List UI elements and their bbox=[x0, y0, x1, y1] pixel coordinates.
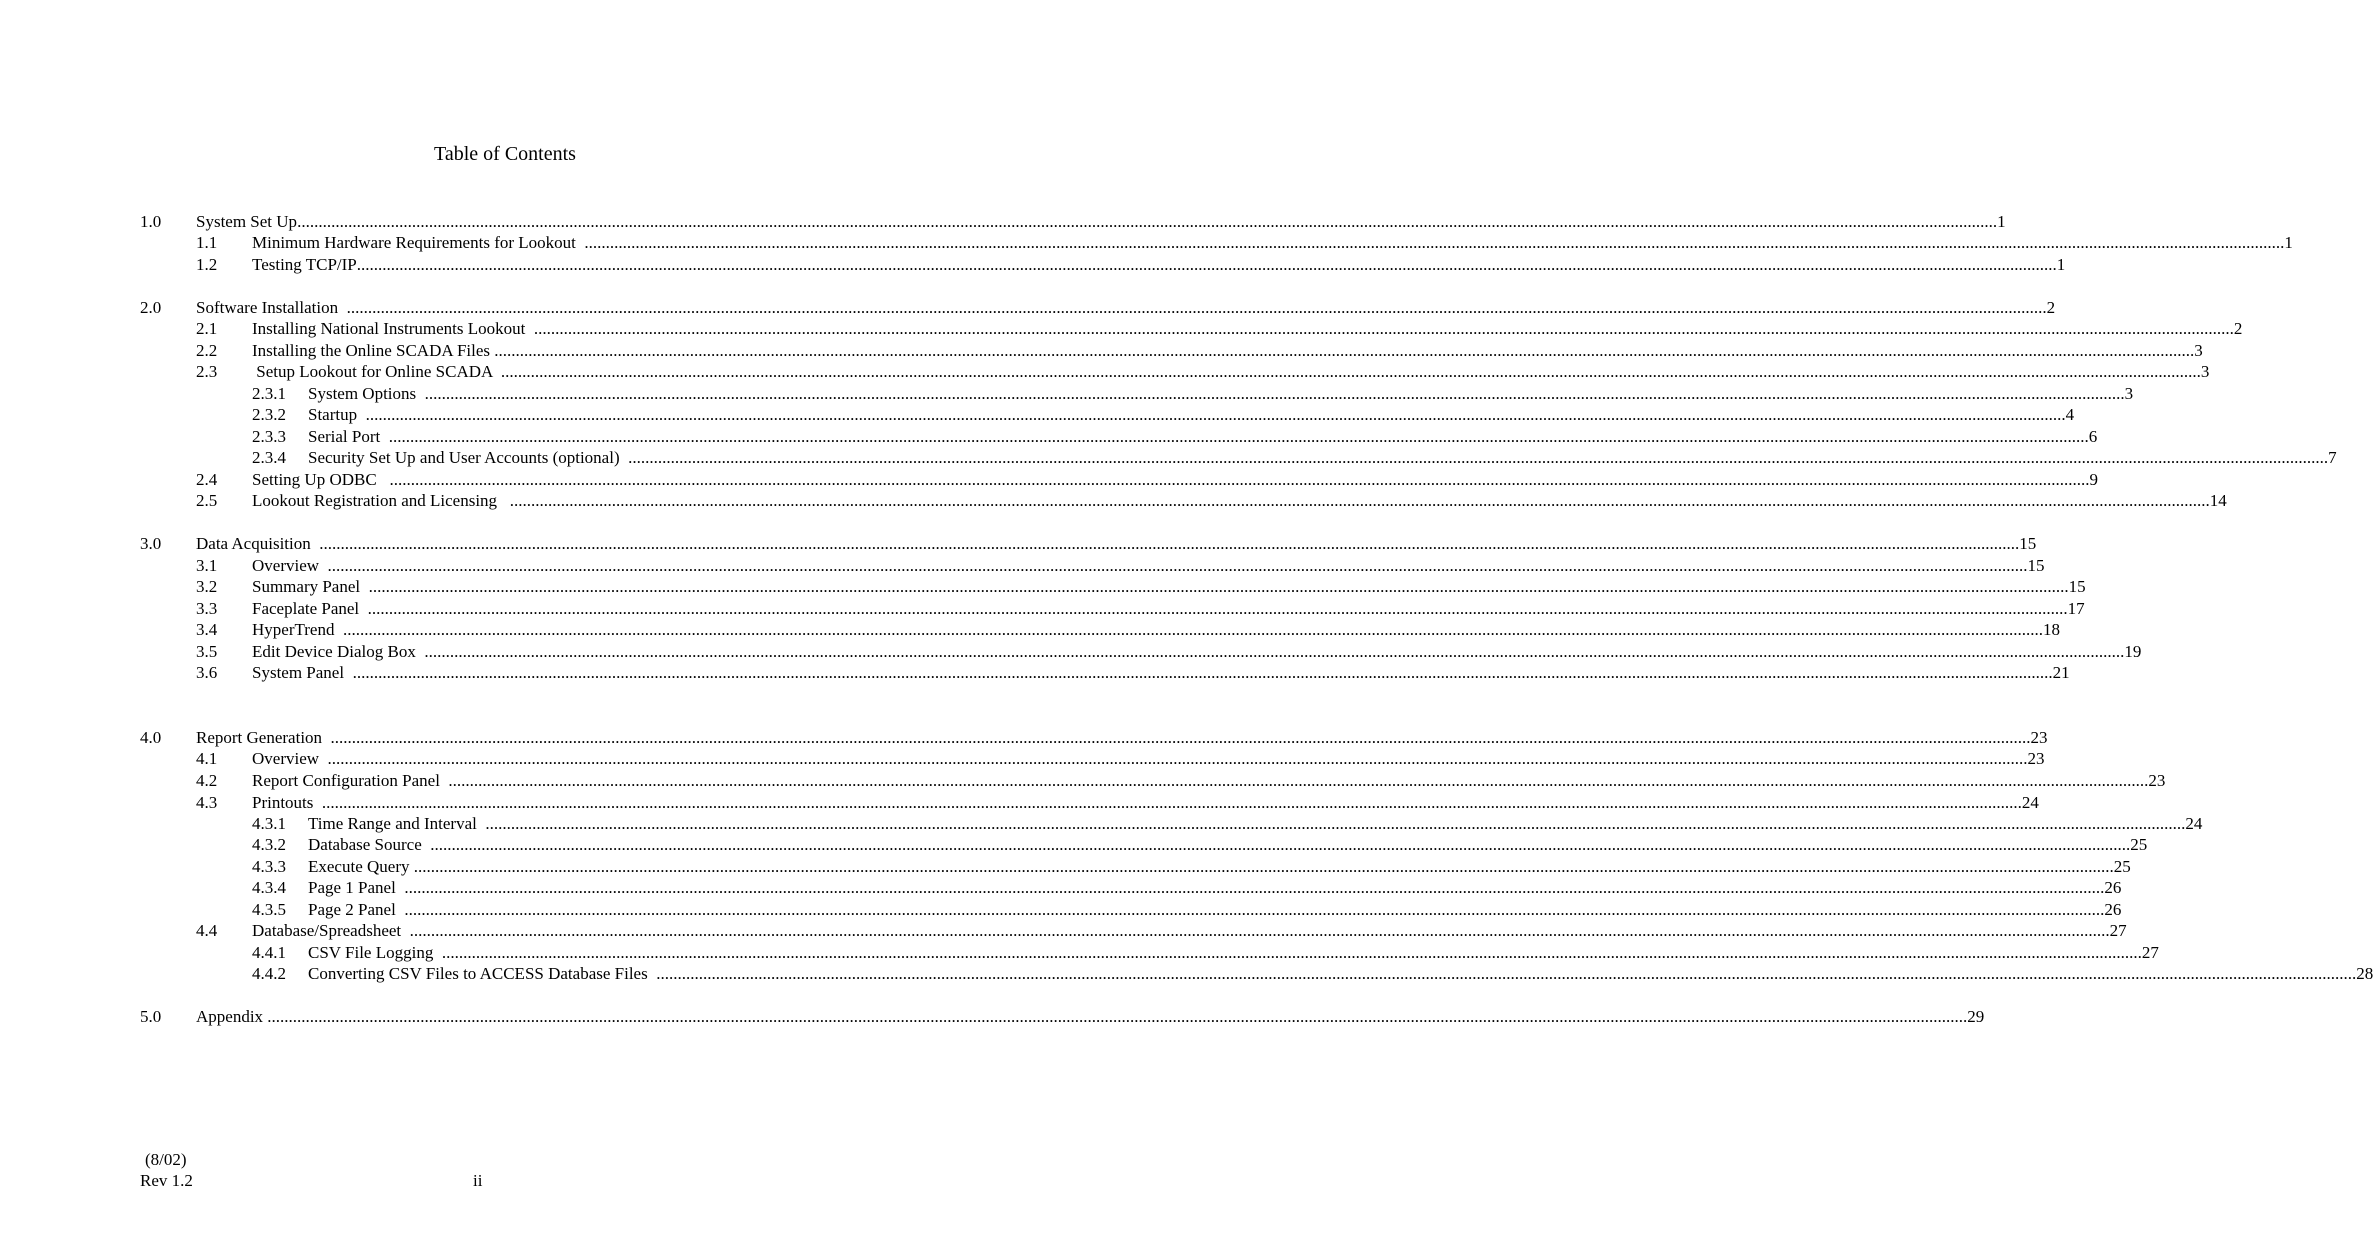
toc-entry[interactable] bbox=[252, 942, 2159, 964]
toc-entry-title: Setup Lookout for Online SCADA bbox=[252, 362, 501, 381]
toc-entry-title: Testing TCP/IP bbox=[252, 255, 357, 274]
toc-leader-dots: ................................................................................................................................................................................................................................................................................................................................................................................................................ bbox=[424, 384, 2125, 403]
toc-entry-page: 26 bbox=[2104, 900, 2122, 919]
toc-leader-dots: ................................................................................................................................................................................................................................................................................................................................................................................................................ bbox=[388, 427, 2089, 446]
toc-entry-number: 2.2 bbox=[196, 341, 218, 360]
toc-entry[interactable] bbox=[140, 1006, 1985, 1028]
toc-leader-dots: ................................................................................................................................................................................................................................................................................................................................................................................................................ bbox=[430, 835, 2131, 854]
toc-leader-dots: ................................................................................................................................................................................................................................................................................................................................................................................................................ bbox=[367, 599, 2068, 618]
toc-entry[interactable] bbox=[140, 727, 2048, 749]
toc-entry[interactable] bbox=[196, 598, 2085, 620]
toc-entry[interactable] bbox=[140, 297, 2056, 319]
toc-leader-dots: ................................................................................................................................................................................................................................................................................................................................................................................................................ bbox=[584, 233, 2285, 252]
toc-entry-page: 6 bbox=[2088, 427, 2098, 446]
toc-leader-dots: ................................................................................................................................................................................................................................................................................................................................................................................................................ bbox=[628, 448, 2329, 467]
toc-entry-title: Edit Device Dialog Box bbox=[252, 642, 425, 661]
toc-entry-title: Time Range and Interval bbox=[308, 814, 486, 833]
toc-entry-title: Converting CSV Files to ACCESS Database Files bbox=[308, 964, 657, 983]
toc-entry-number: 4.3 bbox=[196, 793, 218, 812]
toc-entry-number: 2.3 bbox=[196, 362, 218, 381]
toc-entry-page: 26 bbox=[2104, 878, 2122, 897]
toc-entry-page: 3 bbox=[2124, 384, 2134, 403]
toc-leader-dots: ................................................................................................................................................................................................................................................................................................................................................................................................................ bbox=[485, 814, 2186, 833]
toc-entry-number: 4.4.1 bbox=[252, 943, 286, 962]
toc-entry-number: 2.3.1 bbox=[252, 384, 286, 403]
toc-entry-number: 2.1 bbox=[196, 319, 218, 338]
toc-entry[interactable] bbox=[196, 576, 2086, 598]
toc-entry-title: Database/Spreadsheet bbox=[252, 921, 410, 940]
toc-entry[interactable] bbox=[252, 856, 2131, 878]
toc-entry-title: Setting Up ODBC bbox=[252, 470, 390, 489]
toc-entry-page: 24 bbox=[2185, 814, 2203, 833]
toc-leader-dots: ................................................................................................................................................................................................................................................................................................................................................................................................................ bbox=[533, 319, 2234, 338]
toc-entry-title: Database Source bbox=[308, 835, 431, 854]
toc-entry[interactable] bbox=[252, 447, 2337, 469]
toc-entry-title: Data Acquisition bbox=[196, 534, 320, 553]
toc-entry-title: Overview bbox=[252, 556, 328, 575]
toc-entry[interactable] bbox=[196, 490, 2227, 512]
toc-entry-number: 3.2 bbox=[196, 577, 218, 596]
toc-leader-dots: ................................................................................................................................................................................................................................................................................................................................................................................................................ bbox=[267, 1007, 1968, 1026]
toc-entry-number: 4.4.2 bbox=[252, 964, 286, 983]
toc-entry-title: Software Installation bbox=[196, 298, 347, 317]
toc-entry-title: Overview bbox=[252, 749, 328, 768]
toc-entry[interactable] bbox=[252, 963, 2373, 985]
toc-entry-page: 17 bbox=[2067, 599, 2085, 618]
toc-entry-page: 18 bbox=[2042, 620, 2060, 639]
toc-entry-page: 15 bbox=[2027, 556, 2045, 575]
toc-leader-dots: ................................................................................................................................................................................................................................................................................................................................................................................................................ bbox=[500, 362, 2201, 381]
toc-entry-title: Installing the Online SCADA Files bbox=[252, 341, 495, 360]
toc-entry-page: 4 bbox=[2065, 405, 2075, 424]
toc-entry-title: Report Configuration Panel bbox=[252, 771, 449, 790]
toc-leader-dots: ................................................................................................................................................................................................................................................................................................................................................................................................................ bbox=[368, 577, 2069, 596]
toc-entry-number: 4.3.5 bbox=[252, 900, 286, 919]
toc-entry-page: 2 bbox=[2233, 319, 2243, 338]
toc-leader-dots: ................................................................................................................................................................................................................................................................................................................................................................................................................ bbox=[441, 943, 2142, 962]
toc-entry-number: 1.0 bbox=[140, 212, 162, 231]
toc-entry-page: 24 bbox=[2021, 793, 2039, 812]
toc-leader-dots: ................................................................................................................................................................................................................................................................................................................................................................................................................ bbox=[365, 405, 2066, 424]
toc-entry-title: Serial Port bbox=[308, 427, 389, 446]
toc-entry-page: 15 bbox=[2019, 534, 2037, 553]
toc-leader-dots: ................................................................................................................................................................................................................................................................................................................................................................................................................ bbox=[319, 534, 2020, 553]
toc-entry-title: Report Generation bbox=[196, 728, 331, 747]
toc-entry-number: 3.6 bbox=[196, 663, 218, 682]
footer-revision: Rev 1.2 bbox=[140, 1171, 193, 1190]
toc-entry-page: 1 bbox=[2056, 255, 2066, 274]
toc-leader-dots: ................................................................................................................................................................................................................................................................................................................................................................................................................ bbox=[330, 728, 2031, 747]
toc-entry-page: 3 bbox=[2194, 341, 2203, 360]
toc-entry-number: 4.1 bbox=[196, 749, 218, 768]
toc-entry-number: 1.1 bbox=[196, 233, 218, 252]
footer-date: (8/02) bbox=[145, 1150, 187, 1169]
toc-entry-title: Execute Query bbox=[308, 857, 414, 876]
toc-entry-page: 3 bbox=[2200, 362, 2210, 381]
toc-entry-number: 4.0 bbox=[140, 728, 162, 747]
footer-page-number: ii bbox=[473, 1171, 483, 1190]
toc-entry[interactable] bbox=[196, 662, 2070, 684]
toc-entry-title: Summary Panel bbox=[252, 577, 369, 596]
toc-entry[interactable] bbox=[252, 877, 2122, 899]
toc-entry-page: 23 bbox=[2030, 728, 2048, 747]
toc-entry-number: 2.3.3 bbox=[252, 427, 286, 446]
toc-entry-number: 4.3.1 bbox=[252, 814, 286, 833]
toc-leader-dots: ................................................................................................................................................................................................................................................................................................................................................................................................................ bbox=[509, 491, 2210, 510]
toc-entry-title: Page 2 Panel bbox=[308, 900, 405, 919]
toc-leader-dots: ................................................................................................................................................................................................................................................................................................................................................................................................................ bbox=[327, 749, 2028, 768]
toc-entry-number: 4.2 bbox=[196, 771, 218, 790]
toc-entry-page: 25 bbox=[2113, 857, 2131, 876]
toc-entry-page: 15 bbox=[2068, 577, 2086, 596]
toc-leader-dots: ................................................................................................................................................................................................................................................................................................................................................................................................................ bbox=[413, 857, 2114, 876]
toc-entry-page: 27 bbox=[2109, 921, 2127, 940]
toc-leader-dots: ................................................................................................................................................................................................................................................................................................................................................................................................................ bbox=[656, 964, 2357, 983]
toc-entry-title: Printouts bbox=[252, 793, 322, 812]
toc-entry-page: 28 bbox=[2356, 964, 2373, 983]
toc-entry-number: 4.3.2 bbox=[252, 835, 286, 854]
toc-leader-dots: ................................................................................................................................................................................................................................................................................................................................................................................................................ bbox=[494, 341, 2195, 360]
toc-entry-title: Appendix bbox=[196, 1007, 268, 1026]
toc-leader-dots: ................................................................................................................................................................................................................................................................................................................................................................................................................ bbox=[448, 771, 2149, 790]
toc-entry-title: Security Set Up and User Accounts (optional) bbox=[308, 448, 629, 467]
toc-entry-number: 3.3 bbox=[196, 599, 218, 618]
toc-entry-number: 1.2 bbox=[196, 255, 218, 274]
toc-entry-page: 19 bbox=[2124, 642, 2142, 661]
toc-entry-number: 4.3.4 bbox=[252, 878, 286, 897]
toc-entry-title: Faceplate Panel bbox=[252, 599, 368, 618]
toc-leader-dots: ................................................................................................................................................................................................................................................................................................................................................................................................................ bbox=[404, 878, 2105, 897]
toc-entry-number: 2.3.2 bbox=[252, 405, 286, 424]
toc-entry-page: 7 bbox=[2328, 448, 2337, 467]
toc-entry-page: 29 bbox=[1967, 1007, 1985, 1026]
toc-leader-dots: ................................................................................................................................................................................................................................................................................................................................................................................................................ bbox=[321, 793, 2022, 812]
toc-entry[interactable] bbox=[140, 533, 2037, 555]
toc-entry-number: 4.3.3 bbox=[252, 857, 286, 876]
toc-entry[interactable] bbox=[252, 813, 2203, 835]
toc-entry-number: 2.5 bbox=[196, 491, 218, 510]
toc-entry-number: 3.1 bbox=[196, 556, 218, 575]
toc-entry[interactable] bbox=[196, 318, 2243, 340]
toc-entry-page: 14 bbox=[2209, 491, 2227, 510]
toc-entry[interactable] bbox=[196, 555, 2045, 577]
toc-entry-title: System Options bbox=[308, 384, 425, 403]
toc-entry[interactable] bbox=[196, 792, 2039, 814]
toc-entry[interactable] bbox=[252, 899, 2122, 921]
toc-leader-dots: ................................................................................................................................................................................................................................................................................................................................................................................................................ bbox=[342, 620, 2043, 639]
toc-entry-title: Page 1 Panel bbox=[308, 878, 405, 897]
toc-entry-title: Minimum Hardware Requirements for Lookout bbox=[252, 233, 585, 252]
toc-entry-page: 25 bbox=[2130, 835, 2148, 854]
toc-entry-page: 27 bbox=[2141, 943, 2159, 962]
toc-entry-number: 2.4 bbox=[196, 470, 218, 489]
toc-leader-dots: ................................................................................................................................................................................................................................................................................................................................................................................................................ bbox=[297, 212, 1998, 231]
toc-leader-dots: ................................................................................................................................................................................................................................................................................................................................................................................................................ bbox=[424, 642, 2125, 661]
toc-entry-number: 4.4 bbox=[196, 921, 218, 940]
toc-entry[interactable] bbox=[196, 770, 2166, 792]
toc-entry[interactable] bbox=[196, 232, 2293, 254]
toc-entry-number: 2.0 bbox=[140, 298, 162, 317]
toc-entry[interactable] bbox=[196, 340, 2203, 362]
toc-entry[interactable] bbox=[196, 641, 2142, 663]
toc-entry-page: 9 bbox=[2089, 470, 2098, 489]
toc-leader-dots: ................................................................................................................................................................................................................................................................................................................................................................................................................ bbox=[389, 470, 2090, 489]
toc-entry[interactable] bbox=[140, 211, 2006, 233]
toc-leader-dots: ................................................................................................................................................................................................................................................................................................................................................................................................................ bbox=[356, 255, 2057, 274]
toc-entry-page: 23 bbox=[2027, 749, 2045, 768]
toc-leader-dots: ................................................................................................................................................................................................................................................................................................................................................................................................................ bbox=[409, 921, 2110, 940]
toc-entry-number: 3.5 bbox=[196, 642, 218, 661]
toc-entry-number: 2.3.4 bbox=[252, 448, 286, 467]
toc-entry[interactable] bbox=[196, 254, 2066, 276]
toc-entry-title: System Set Up bbox=[196, 212, 298, 231]
toc-entry[interactable] bbox=[252, 834, 2148, 856]
toc-entry-number: 3.4 bbox=[196, 620, 218, 639]
toc-entry-title: Startup bbox=[308, 405, 366, 424]
toc-entry-title: HyperTrend bbox=[252, 620, 343, 639]
toc-entry[interactable] bbox=[196, 619, 2060, 641]
toc-leader-dots: ................................................................................................................................................................................................................................................................................................................................................................................................................ bbox=[404, 900, 2105, 919]
page-title: Table of Contents bbox=[434, 143, 576, 165]
toc-entry-title: System Panel bbox=[252, 663, 353, 682]
toc-leader-dots: ................................................................................................................................................................................................................................................................................................................................................................................................................ bbox=[327, 556, 2028, 575]
toc-entry[interactable] bbox=[196, 920, 2127, 942]
toc-entry[interactable] bbox=[196, 469, 2098, 491]
toc-entry[interactable] bbox=[196, 361, 2210, 383]
toc-leader-dots: ................................................................................................................................................................................................................................................................................................................................................................................................................ bbox=[352, 663, 2053, 682]
toc-entry-title: Installing National Instruments Lookout bbox=[252, 319, 534, 338]
toc-entry-title: Lookout Registration and Licensing bbox=[252, 491, 510, 510]
toc-entry-number: 5.0 bbox=[140, 1007, 162, 1026]
toc-entry-page: 1 bbox=[1997, 212, 2006, 231]
toc-entry-page: 21 bbox=[2052, 663, 2070, 682]
toc-leader-dots: ................................................................................................................................................................................................................................................................................................................................................................................................................ bbox=[346, 298, 2047, 317]
toc-entry-page: 2 bbox=[2046, 298, 2056, 317]
toc-entry[interactable] bbox=[252, 426, 2098, 448]
toc-entry[interactable] bbox=[252, 383, 2134, 405]
toc-entry-title: CSV File Logging bbox=[308, 943, 442, 962]
toc-entry[interactable] bbox=[252, 404, 2075, 426]
toc-entry-page: 23 bbox=[2148, 771, 2166, 790]
toc-entry-number: 3.0 bbox=[140, 534, 162, 553]
toc-entry[interactable] bbox=[196, 748, 2045, 770]
toc-entry-page: 1 bbox=[2284, 233, 2293, 252]
